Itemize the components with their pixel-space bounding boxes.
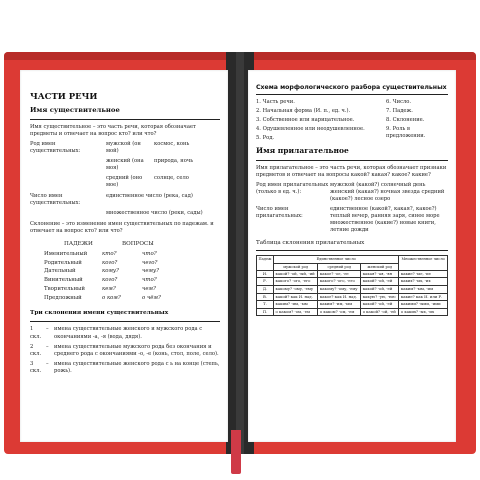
case-name: Винительный (44, 277, 83, 284)
table-cell: какими? -ыми, -ими (399, 301, 448, 309)
declensions-heading: Три склонения имени существительных (30, 310, 169, 317)
case-question: что? (142, 277, 157, 284)
dash: – (46, 326, 49, 333)
left-page-content (30, 84, 220, 436)
table-cell-case: И. (257, 270, 274, 278)
declension-item (30, 361, 220, 375)
number-row-2 (30, 210, 220, 217)
number-kind: единственное число (106, 193, 162, 200)
gender-row-3 (30, 175, 220, 189)
page-title: ЧАСТИ РЕЧИ (30, 92, 98, 102)
case-question: кому? (102, 268, 119, 275)
spine-highlight (236, 52, 244, 454)
plan-step: 4. Одушевленное или неодушевленное. (256, 126, 365, 133)
left-page (20, 70, 228, 442)
table-cell-case: Д. (257, 285, 274, 293)
case-name: Дательный (44, 268, 76, 275)
heading-rule (30, 119, 220, 121)
table-cell-case: Т. (257, 301, 274, 309)
adjective-intro: Имя прилагательное – это часть речи, которая обозначает признаки предметов и отвечает на вопросы какой? какая? какое? какие? (256, 165, 447, 179)
table-cell-case: Р. (257, 278, 274, 286)
case-name: Именительный (44, 250, 88, 257)
table-cell: о каком? -ом, -ем (318, 308, 361, 316)
plan-step: 5. Род. (256, 135, 275, 142)
table-cell: какого? -ого, -его (274, 278, 318, 286)
table-cell: каким? -им, -ым (274, 301, 318, 309)
gender-example: космос, конь (154, 141, 190, 148)
table-header: Множественное число (399, 256, 448, 271)
table-row (257, 293, 448, 301)
case-question: кем? (102, 286, 116, 293)
table-cell: о каких? -ых, -их (399, 308, 448, 316)
adjective-gender-row (256, 182, 448, 203)
adjective-gender-label: Род имен прилагательных (только в ед. ч.): (256, 182, 329, 196)
plan-step: 9. Роль в предложении. (386, 126, 426, 140)
case-name: Творительный (44, 286, 85, 293)
case-question: кого? (102, 259, 118, 266)
morph-plan (256, 99, 448, 144)
table-cell: какие? -ые, -ие (399, 270, 448, 278)
declension-intro: Склонение – это изменение имен существительных по падежам. и отвечает на вопрос кто? или что? (30, 221, 214, 235)
case-name: Предложный (44, 294, 82, 301)
table-row (257, 308, 448, 316)
case-row (44, 251, 220, 258)
dash: – (46, 360, 49, 367)
declensions-rule (30, 321, 220, 323)
morph-plan-col-2 (386, 99, 448, 144)
declension-item (30, 326, 220, 340)
case-row (44, 286, 220, 293)
plan-step: 2. Начальная форма (И. п., ед. ч.). (256, 108, 351, 115)
declension-text: имена существительные женского и мужского рода с окончаниями -а, -я (вода, дядя). (54, 326, 203, 340)
plan-step: 6. Число. (386, 99, 412, 106)
right-page-content (256, 84, 448, 436)
table-cell: о какой? -ой, -ей (361, 308, 399, 316)
table-cell: каких? -ых, -их (399, 278, 448, 286)
case-question: чем? (142, 286, 156, 293)
table-header: средний род (318, 263, 361, 270)
table-cell: какая? -ая, -яя (361, 270, 399, 278)
table-cell: каким? -ым, -им (399, 285, 448, 293)
declension-number: 3 скл. (30, 360, 42, 374)
gender-example: природа, ночь (154, 158, 194, 165)
table-header: Единственное число (274, 256, 399, 263)
table-cell: какому? -ому, -ему (318, 285, 361, 293)
gender-label: Род имен существительных: (30, 141, 81, 155)
case-question: кто? (102, 250, 117, 257)
adjective-gender-text: мужской (какой?) солнечный день женский (какая?) ночная звезда средний (какое?) лесное озеро (330, 182, 445, 203)
case-name: Родительный (44, 259, 82, 266)
cases-header-label: ПАДЕЖИ (64, 241, 93, 248)
table-cell: какой? как И. над. (274, 293, 318, 301)
case-question: чему? (142, 268, 160, 275)
case-question: о ком? (102, 294, 121, 301)
table-cell: о каком? -ом, -ем (274, 308, 318, 316)
noun-intro: Имя существительное – это часть речи, которая обозначает предметы и отвечает на вопрос кто? или что? (30, 124, 196, 138)
case-row (44, 295, 220, 302)
bookmark-ribbon[interactable] (231, 430, 241, 474)
table-cell-case: В. (257, 293, 274, 301)
table-cell: какой? -ой, -ый, -ий (274, 270, 318, 278)
table-header: Падеж (257, 256, 274, 271)
case-row (44, 277, 220, 284)
table-cell: какое? -ое, -ее (318, 270, 361, 278)
table-header: женский род (361, 263, 399, 270)
gender-example: солнце, село (154, 175, 189, 182)
noun-heading: Имя существительное (30, 106, 120, 115)
declension-number: 2 скл. (30, 343, 42, 357)
number-example: (реки, сады) (168, 210, 203, 217)
table-cell: какой? -ой, -ей (361, 285, 399, 293)
adjective-rule (256, 160, 448, 162)
table-row (257, 301, 448, 309)
table-header: мужской род (274, 263, 318, 270)
number-row-1 (30, 193, 220, 207)
morph-plan-heading: Схема морфологического разбора существительных (256, 84, 448, 95)
declension-table-title: Таблица склонения прилагательных (256, 240, 365, 247)
adjective-number-label: Число имен прилагательных: (256, 206, 303, 220)
adjective-number-row (256, 206, 448, 234)
questions-header-label: ВОПРОСЫ (122, 241, 154, 248)
case-question: кого? (102, 277, 118, 284)
number-kind: множественное число (106, 210, 168, 217)
table-cell: какому? -ому, -ему (274, 285, 318, 293)
cases-header (64, 241, 220, 249)
case-row (44, 268, 220, 275)
gender-row-1 (30, 141, 220, 155)
table-cell: какого? -ого, -его (318, 278, 361, 286)
plan-step: 3. Собственное или нарицательное. (256, 117, 355, 124)
table-cell: какой? -ой, -ей (361, 278, 399, 286)
table-row (257, 285, 448, 293)
declension-text: имена существительные мужского рода без окончания и среднего рода с окончаниями -о, -е (конь, стол, поле, село). (54, 343, 219, 357)
right-page (248, 70, 456, 442)
declension-item (30, 344, 220, 358)
table-cell-case: П. (257, 308, 274, 316)
plan-step: 8. Склонение. (386, 117, 425, 124)
declension-number: 1 скл. (30, 326, 42, 340)
declension-text: имена существительные женского рода с ь на конце (степь, рожь). (54, 360, 220, 374)
table-cell: какое? как И. над. (318, 293, 361, 301)
table-cell: какую? -ую, -юю (361, 293, 399, 301)
gender-kind: женский (она моя) (106, 158, 144, 172)
case-question: чего? (142, 259, 158, 266)
plan-step: 7. Падеж. (386, 108, 413, 115)
number-label: Число имен существительных: (30, 193, 81, 207)
table-row (257, 270, 448, 278)
table-cell: какие? как И. или Р. (399, 293, 448, 301)
morph-plan-col-1 (256, 99, 386, 144)
table-row (257, 278, 448, 286)
table-rule (256, 250, 448, 252)
case-question: что? (142, 250, 157, 257)
adjective-number-text: единственное (какой?, какая?, какое?) теплый вечер, ранняя заря, синее море множественное (какие?) новые книги, летние дожди (330, 206, 440, 234)
case-question: о чём? (142, 294, 161, 301)
dash: – (46, 343, 49, 350)
table-cell: какой? -ой, -ей (361, 301, 399, 309)
gender-kind: мужской (он мой) (106, 141, 141, 155)
case-row (44, 260, 220, 267)
table-cell: каким? -им, -ым (318, 301, 361, 309)
adjective-declension-table (256, 255, 448, 316)
adjective-heading: Имя прилагательное (256, 146, 349, 156)
gender-kind: средний (оно мое) (106, 175, 143, 189)
plan-step: 1. Часть речи. (256, 99, 295, 106)
number-example: (река, сад) (163, 193, 193, 200)
gender-row-2 (30, 158, 220, 172)
